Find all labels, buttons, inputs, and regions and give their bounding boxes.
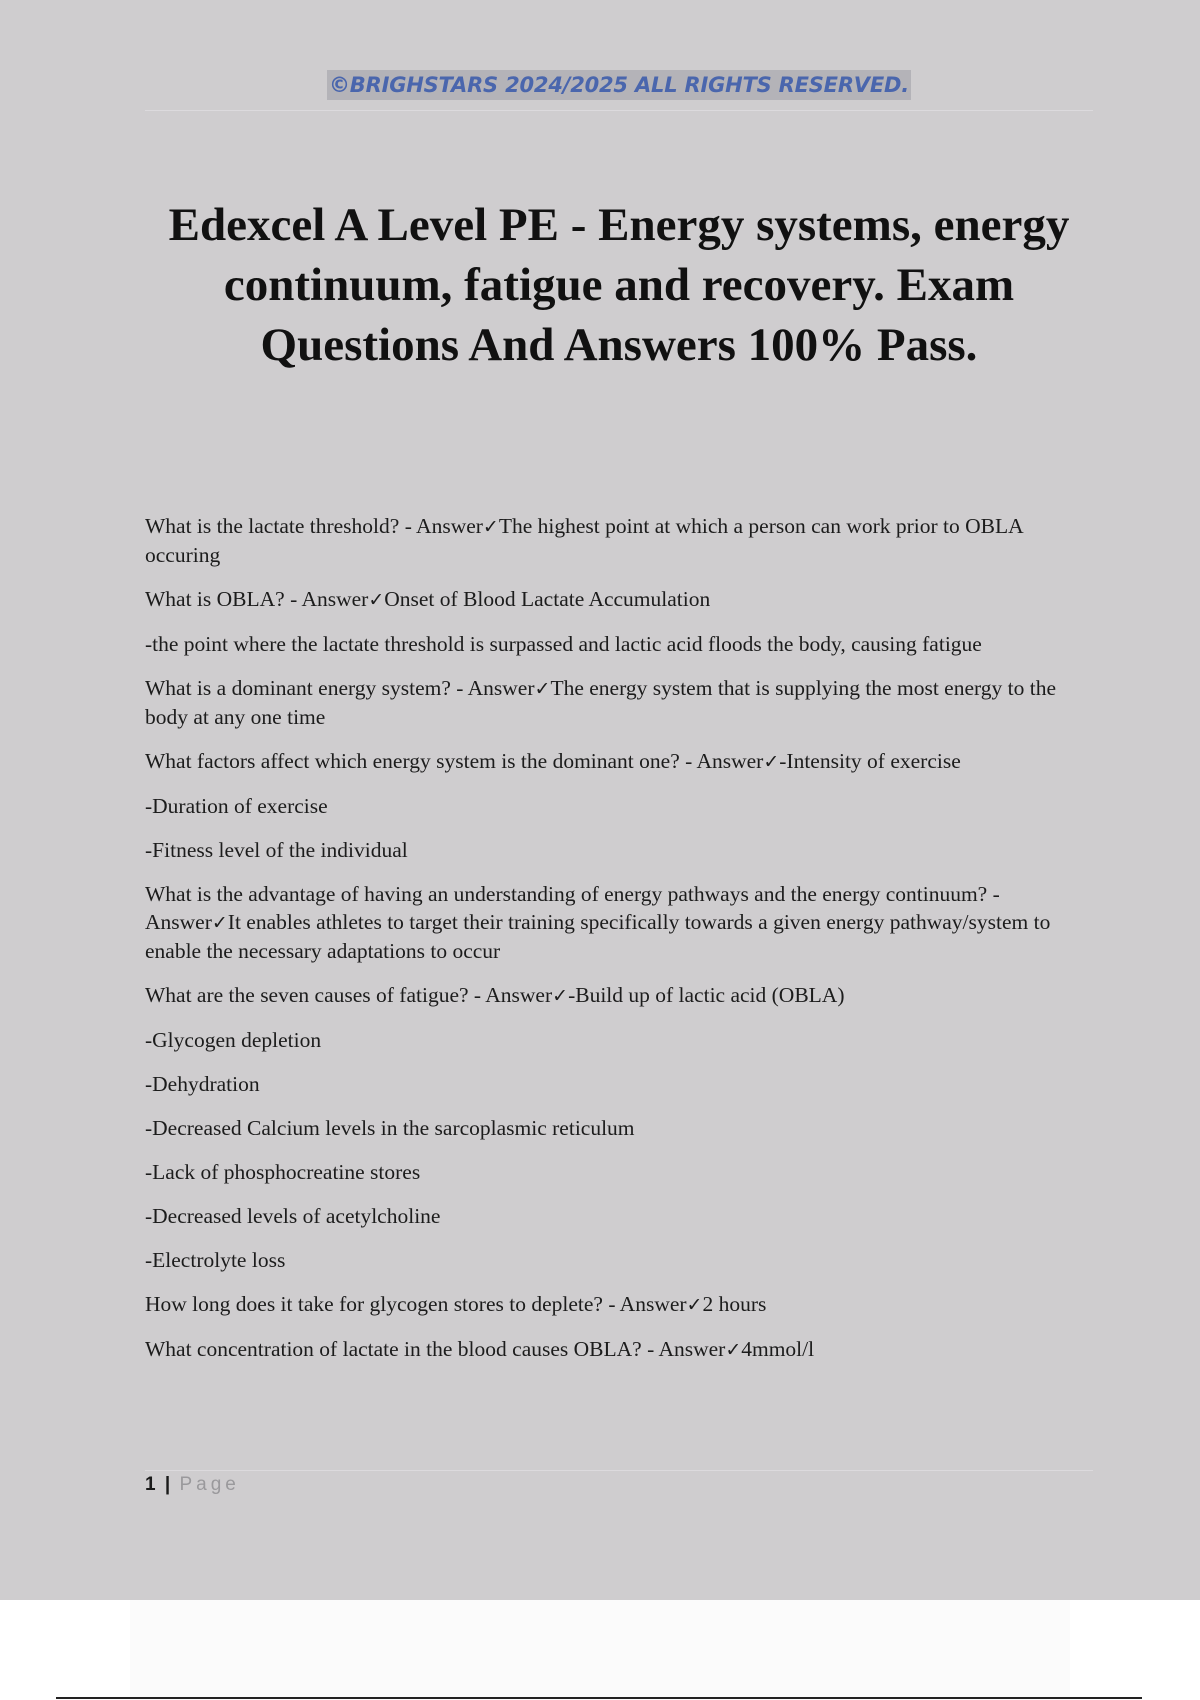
qa-paragraph <box>145 585 1095 614</box>
list-item: -Lack of phosphocreatine stores <box>145 1160 421 1184</box>
copyright-notice: ©BRIGHSTARS 2024/2025 ALL RIGHTS RESERVED. <box>327 70 911 100</box>
list-item: -Decreased Calcium levels in the sarcoplasmic reticulum <box>145 1116 635 1140</box>
answer-prefix: Answer <box>467 676 535 700</box>
list-item: -the point where the lactate threshold is surpassed and lactic acid floods the body, causing fatigue <box>145 632 982 656</box>
answer-prefix: Answer <box>619 1292 687 1316</box>
answer-text: -Build up of lactic acid (OBLA) <box>568 983 845 1007</box>
answer-prefix: Answer <box>301 587 369 611</box>
answer-text: -Intensity of exercise <box>779 749 961 773</box>
document-title: Edexcel A Level PE - Energy systems, energy continuum, fatigue and recovery. Exam Questions And Answers 100% Pass. <box>168 199 1070 371</box>
page-separator: | <box>164 1474 171 1495</box>
checkmark-icon: ✓ <box>686 1294 703 1316</box>
list-item: -Electrolyte loss <box>145 1248 286 1272</box>
answer-prefix: Answer <box>416 514 483 538</box>
question-text: What are the seven causes of fatigue? - <box>145 983 486 1007</box>
question-text: What factors affect which energy system is the dominant one? - <box>145 749 697 773</box>
answer-text: 2 hours <box>702 1292 767 1316</box>
checkmark-icon: ✓ <box>482 516 499 538</box>
question-text: What is the advantage of having an understanding of energy pathways and the energy continuum? - <box>145 882 1000 906</box>
answer-text: 4mmol/l <box>741 1337 815 1361</box>
list-item: -Glycogen depletion <box>145 1028 322 1052</box>
checkmark-icon: ✓ <box>763 751 780 773</box>
answer-text: The highest point at which a person can work prior to OBLA occuring <box>145 514 1023 567</box>
answer-text: Onset of Blood Lactate Accumulation <box>384 587 711 611</box>
qa-content <box>145 512 1095 1380</box>
checkmark-icon: ✓ <box>552 985 569 1007</box>
qa-paragraph <box>145 880 1095 965</box>
qa-paragraph <box>145 512 1095 569</box>
answer-text: The energy system that is supplying the most energy to the body at any one time <box>145 676 1057 729</box>
question-text: How long does it take for glycogen stores to deplete? - <box>145 1292 620 1316</box>
page-number: 1 <box>145 1474 156 1495</box>
question-text: What is a dominant energy system? - <box>145 676 468 700</box>
page-header <box>145 70 1093 111</box>
answer-prefix: Answer <box>145 910 212 934</box>
question-text: What is the lactate threshold? - <box>145 514 417 538</box>
question-text: What concentration of lactate in the blood causes OBLA? - <box>145 1337 659 1361</box>
list-item: -Duration of exercise <box>145 794 328 818</box>
checkmark-icon: ✓ <box>534 678 551 700</box>
answer-prefix: Answer <box>696 749 764 773</box>
checkmark-icon: ✓ <box>211 912 228 934</box>
qa-paragraph <box>145 1335 1095 1364</box>
list-item: -Dehydration <box>145 1072 260 1096</box>
qa-paragraph <box>145 1290 1095 1319</box>
bottom-divider <box>56 1697 1142 1699</box>
checkmark-icon: ✓ <box>725 1339 742 1361</box>
question-text: What is OBLA? - <box>145 587 302 611</box>
page-label: Page <box>179 1474 240 1495</box>
answer-prefix: Answer <box>485 983 553 1007</box>
answer-text: It enables athletes to target their training specifically towards a given energy pathway/system to enable the necessary adaptations to occur <box>145 910 1051 963</box>
checkmark-icon: ✓ <box>368 589 385 611</box>
footer-divider <box>145 1470 1093 1471</box>
next-page-edge <box>130 1600 1070 1700</box>
qa-paragraph <box>145 674 1095 731</box>
page-footer <box>145 1474 240 1496</box>
answer-prefix: Answer <box>658 1337 726 1361</box>
list-item: -Fitness level of the individual <box>145 838 408 862</box>
qa-paragraph <box>145 981 1095 1010</box>
list-item: -Decreased levels of acetylcholine <box>145 1204 441 1228</box>
qa-paragraph <box>145 747 1095 776</box>
